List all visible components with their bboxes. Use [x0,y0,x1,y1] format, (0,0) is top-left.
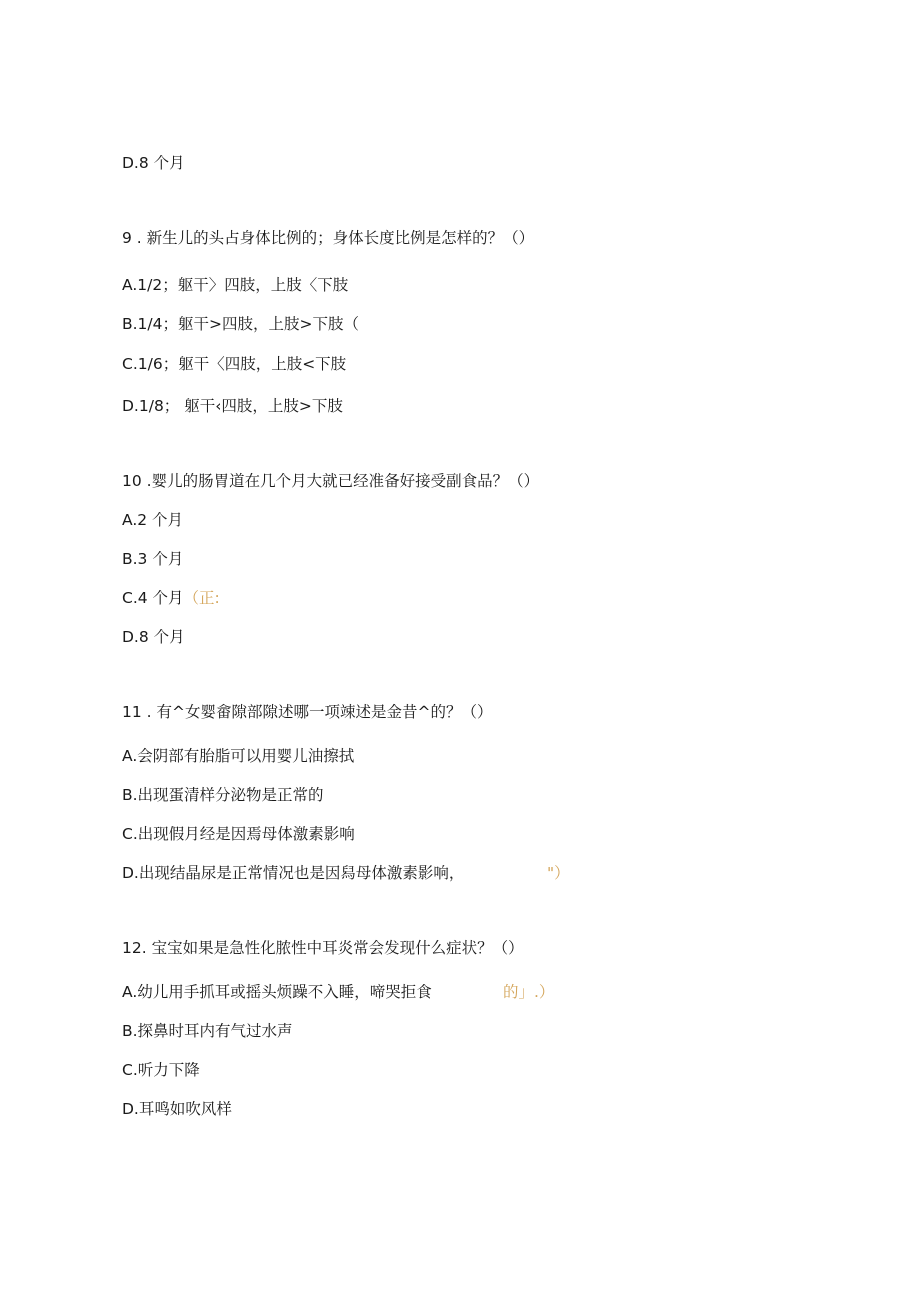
q11-option-d: D.出现结晶尿是正常情况也是因舄母体激素影响， [122,864,465,882]
q10-option-c [122,588,220,608]
q10-handwritten-note: （正: [183,589,220,607]
q12-option-b: B.探鼻时耳内有气过水声 [122,1022,293,1040]
q12-handwritten-note: 的」.） [503,983,555,1001]
q9-option-a: A.1/2；躯干〉四肢，上肢〈下肢 [122,276,349,294]
q10-option-a: A.2 个月 [122,511,184,529]
q8-option-d: D.8 个月 [122,154,185,172]
q12-option-c: C.听力下降 [122,1061,200,1079]
question-9: 9 . 新生儿的头占身体比例的；身体长度比例是怎样的？（） [122,229,535,247]
q10-option-c-text: C.4 个月 [122,589,184,607]
q10-option-b: B.3 个月 [122,550,184,568]
q11-option-b: B.出现蛋清样分泌物是正常的 [122,786,324,804]
question-11: 11 . 有^女婴畲隙部隙述哪一项竦述是金昔^的？（） [122,703,493,721]
q10-option-d: D.8 个月 [122,628,185,646]
q9-option-c: C.1/6；躯干〈四肢，上肢<下肢 [122,355,347,373]
q9-option-d: D.1/8； 躯干‹四肢，上肢>下肢 [122,397,343,415]
q11-option-c: C.出现假月经是因焉母体激素影响 [122,825,355,843]
question-10: 10 .婴儿的肠胃道在几个月大就已经准备好接受副食品？（） [122,472,540,490]
q9-option-b: B.1/4；躯干>四肢，上肢>下肢（ [122,315,359,333]
q12-option-d: D.耳鸣如吹风样 [122,1100,232,1118]
question-12: 12. 宝宝如果是急性化脓性中耳炎常会发现什么症状？（） [122,939,524,957]
q12-option-a: A.幼儿用手抓耳或摇头烦躁不入睡，啼哭拒食 [122,983,432,1001]
q11-handwritten-note: "） [547,864,570,882]
q11-option-a: A.会阴部有胎脂可以用婴儿油擦拭 [122,747,355,765]
